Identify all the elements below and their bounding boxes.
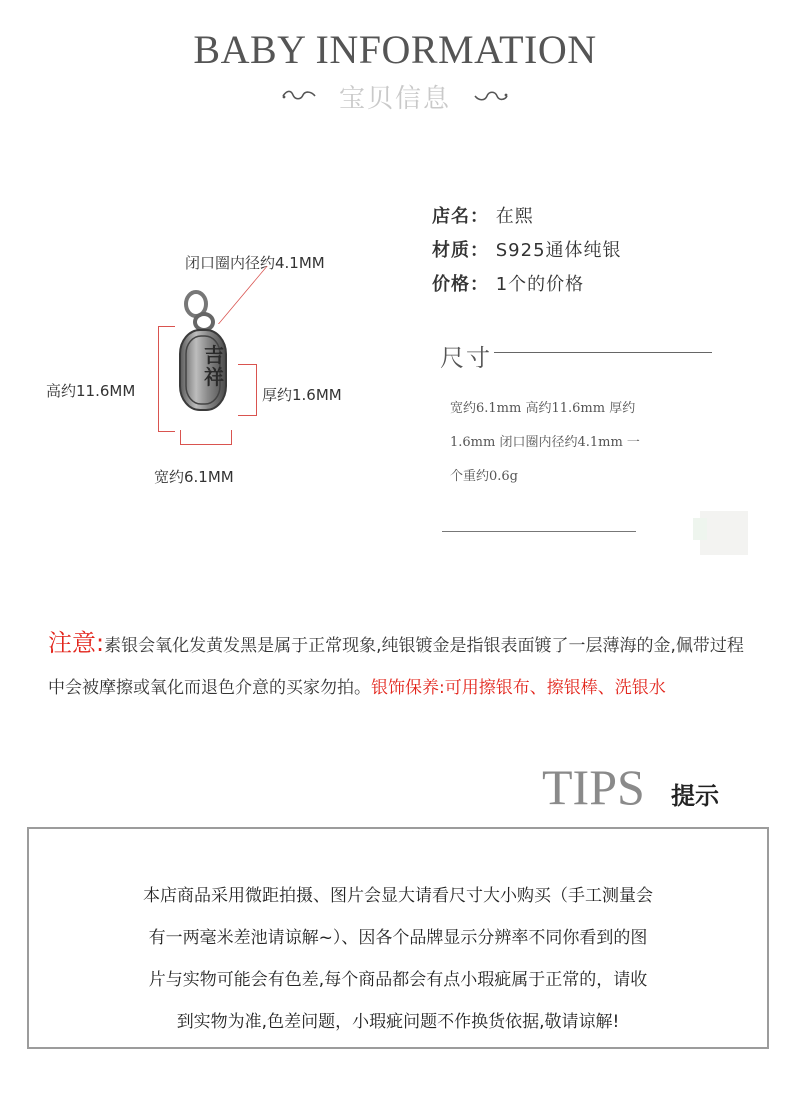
page-subtitle: 宝贝信息: [338, 83, 451, 114]
price-row: [432, 270, 584, 296]
notice-paragraph: [48, 622, 760, 709]
decorative-block: [700, 511, 748, 555]
product-diagram: [40, 240, 380, 500]
material-row: [432, 236, 622, 262]
price-value: 1个的价格: [495, 274, 585, 295]
size-line: 宽约6.1mm 高约11.6mm 厚约: [450, 401, 636, 416]
left-swirl-icon: [281, 88, 317, 104]
size-description: [450, 392, 705, 494]
shop-row: [432, 202, 534, 228]
notice-body: 素银会氧化发黄发黑是属于正常现象,纯银镀金是指银表面镀了一层薄海的金,佩带过程中会被摩擦或氧化而退色介意的买家勿拍。: [48, 636, 744, 698]
tips-subtitle: 提示: [671, 782, 719, 810]
subtitle-row: [0, 78, 790, 114]
shop-label: 店名：: [432, 206, 489, 227]
right-swirl-icon: [473, 88, 509, 104]
tips-line: 本店商品采用微距拍摄、图片会显大请看尺寸大小购买（手工测量会: [143, 886, 653, 906]
care-instructions: 银饰保养:可用擦银布、擦银棒、洗银水: [371, 678, 666, 698]
size-divider: [494, 352, 712, 353]
tips-line: 到实物为准,色差问题，小瑕疵问题不作换货依据,敬请谅解!: [176, 1012, 620, 1032]
tips-text: [27, 875, 769, 1043]
decorative-block-accent: [693, 518, 707, 540]
tips-line: 有一两毫米差池请谅解~）、因各个品牌显示分辨率不同你看到的图: [148, 928, 648, 948]
height-bracket: [158, 326, 175, 432]
height-label: 高约11.6MM: [46, 382, 136, 400]
width-bracket: [180, 430, 232, 445]
thickness-label: 厚约1.6MM: [262, 386, 342, 404]
ring-diameter-label: 闭口圈内径约4.1MM: [185, 254, 325, 272]
thickness-bracket: [238, 364, 257, 416]
size-line: 1.6mm 闭口圈内径约4.1mm 一: [450, 435, 640, 450]
size-heading: 尺寸: [440, 344, 492, 372]
notice-prefix: 注意:: [48, 629, 105, 657]
price-label: 价格：: [432, 274, 489, 295]
pendant-engraving: 吉祥: [204, 343, 224, 389]
shop-value: 在熙: [495, 206, 534, 227]
material-value: S925通体纯银: [495, 240, 622, 261]
tips-line: 片与实物可能会有色差,每个商品都会有点小瑕疵属于正常的，请收: [148, 970, 648, 990]
size-bottom-divider: [442, 531, 636, 532]
page-title: BABY INFORMATION: [193, 27, 597, 72]
size-line: 个重约0.6g: [450, 469, 518, 484]
tips-title: TIPS: [542, 759, 645, 815]
material-label: 材质：: [432, 240, 489, 261]
width-label: 宽约6.1MM: [154, 468, 234, 486]
